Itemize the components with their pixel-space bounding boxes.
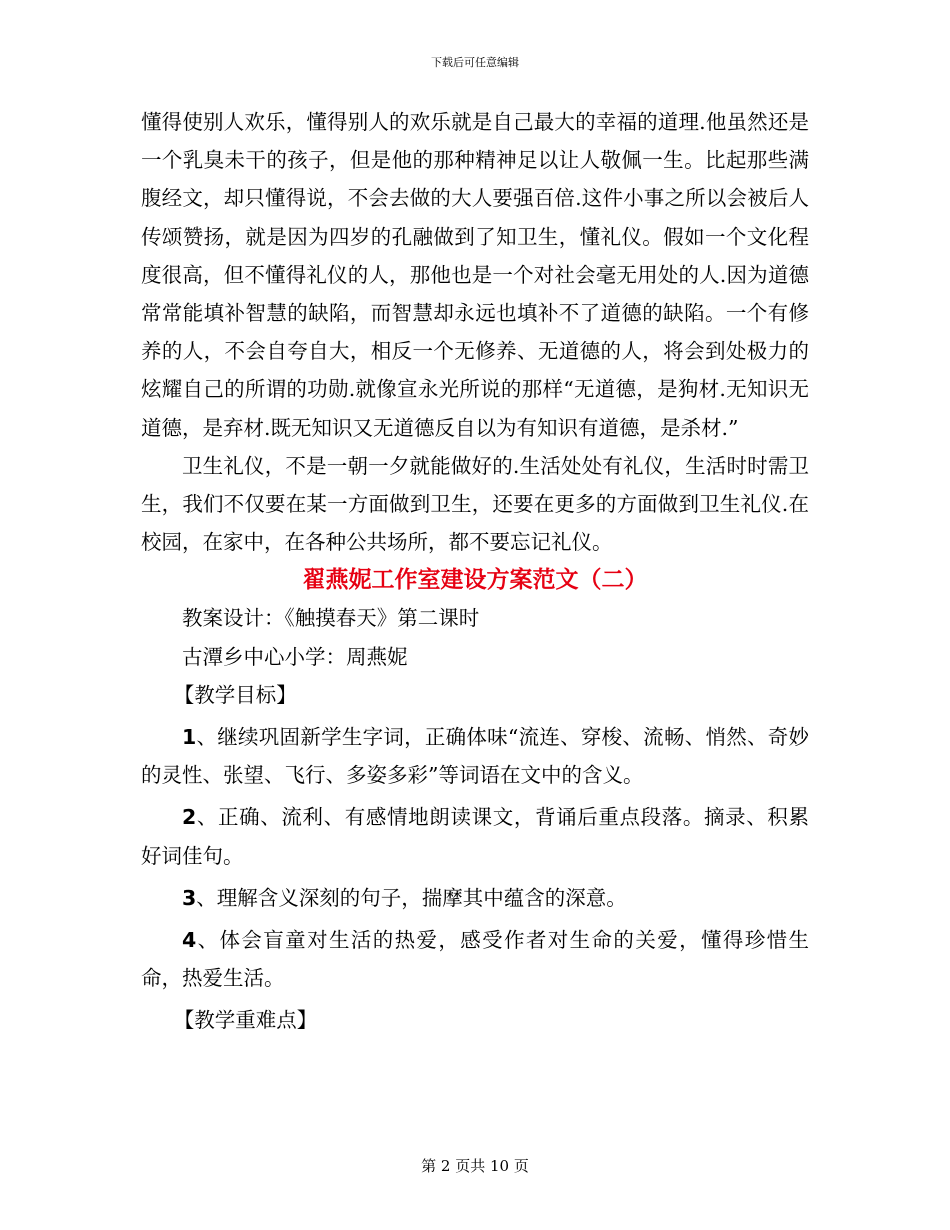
goal-item: 3、理解含义深刻的句子，揣摩其中蕴含的深意。 (182, 885, 627, 910)
section-title: 翟燕妮工作室建设方案范文（二） (302, 566, 648, 594)
goal-item: 4、体会盲童对生活的热爱，感受作者对生命的关爱，懂得珍惜生命，热爱生活。 (141, 928, 809, 991)
goals-heading: 【教学目标】 (173, 682, 297, 707)
document-body (141, 103, 809, 1040)
author-line: 古潭乡中心小学：周燕妮 (182, 644, 408, 669)
page-header: 下载后可任意编辑 (431, 56, 519, 69)
paragraph-hygiene-etiquette: 卫生礼仪，不是一朝一夕就能做好的.生活处处有礼仪，生活时时需卫生，我们不仅要在某一方面做到卫生，还要在更多的方面做到卫生礼仪.在校园，在家中，在各种公共场所，都不要忘记礼仪。 (141, 453, 809, 555)
lesson-design-line: 教案设计：《触摸春天》第二课时 (182, 606, 480, 631)
paragraph-continued: 懂得使别人欢乐，懂得别人的欢乐就是自己最大的幸福的道理.他虽然还是一个乳臭未干的孩子，但是他的那种精神足以让人敬佩一生。比起那些满腹经文，却只懂得说，不会去做的大人要强百倍.这件小事之所以会被后人传颂赞扬，就是因为四岁的孔融做到了知卫生，懂礼仪。假如一个文化程度很高，但不懂得礼仪的人，那他也是一个对社会毫无用处的人.因为道德常常能填补智慧的缺陷，而智慧却永远也填补不了道德的缺陷。一个有修养的人，不会自夸自大，相反一个无修养、无道德的人，将会到处极力的炫耀自己的所谓的功勋.就像宣永光所说的那样“无道德，是狗材.无知识无道德，是弃材.既无知识又无道德反自以为有知识有道德，是杀材.” (141, 110, 809, 440)
page-footer: 第 2 页共 10 页 (421, 1157, 529, 1175)
difficulty-heading: 【教学重难点】 (173, 1008, 318, 1033)
goal-item: 2、正确、流利、有感情地朗读课文，背诵后重点段落。摘录、积累好词佳句。 (141, 805, 809, 868)
goal-item: 1、继续巩固新学生字词，正确体味“流连、穿梭、流畅、悄然、奇妙的灵性、张望、飞行、多姿多彩”等词语在文中的含义。 (141, 725, 809, 788)
